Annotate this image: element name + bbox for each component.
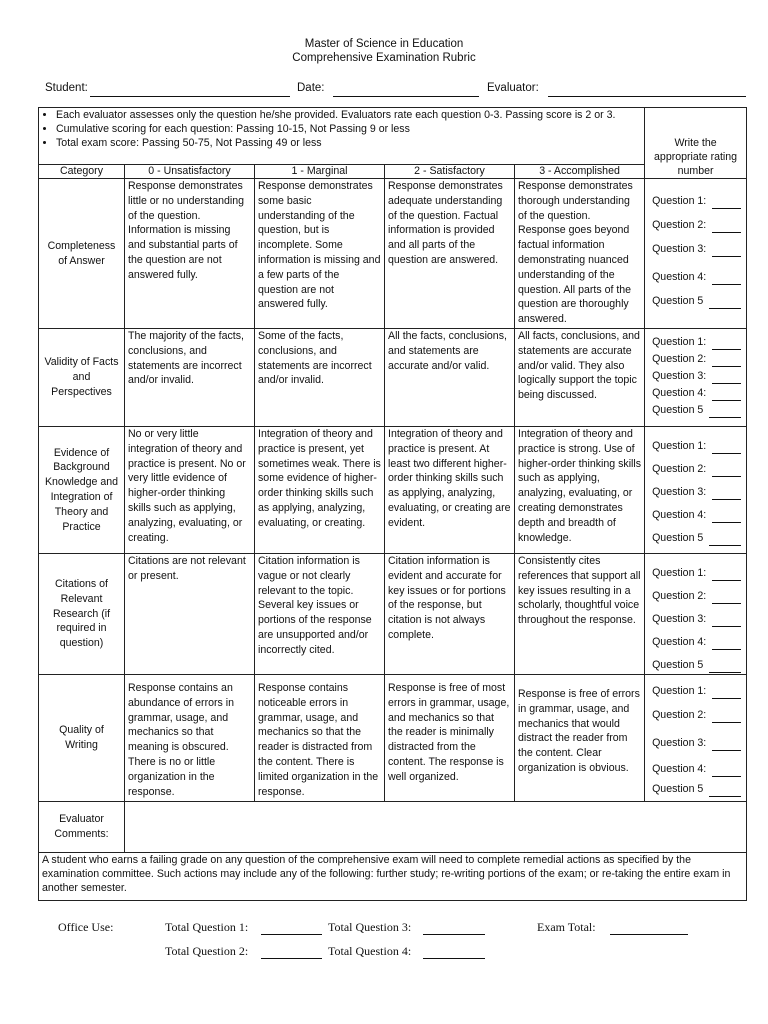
rating-cell xyxy=(645,554,747,675)
criteria-cell: The majority of the facts, conclusions, and statements are incorrect and/or invalid. xyxy=(125,329,255,427)
category-label: Evidence of Background Knowledge and Integration of Theory and Practice xyxy=(39,427,125,554)
rating-entry[interactable]: Question 5 xyxy=(652,523,743,546)
rating-entry[interactable]: Question 1: xyxy=(652,431,743,454)
rubric-table xyxy=(38,107,747,901)
student-label: Student: xyxy=(45,82,88,94)
criteria-cell: Citation information is vague or not clearly relevant to the topic. Several key issues or portions of the response are unsupported and/or incorrectly cited. xyxy=(255,554,385,675)
instruction-item: • Cumulative scoring for each question: Passing 10-15, Not Passing 9 or less xyxy=(56,122,641,136)
rating-entry[interactable]: Question 3: xyxy=(652,604,743,627)
total-question-3-label: Total Question 3: xyxy=(328,920,412,934)
criteria-cell: Response is free of most errors in grammar, usage, and mechanics so that the reader is minimally distracted from the content. The response is well organized. xyxy=(385,675,515,802)
rating-entry[interactable]: Question 5 xyxy=(652,401,743,418)
rating-entry[interactable]: Question 1: xyxy=(652,185,743,209)
comments-row xyxy=(39,802,747,853)
criteria-cell: Citations are not relevant or present. xyxy=(125,554,255,675)
criteria-cell: Response demonstrates adequate understanding of the question. Factual information is provided and all parts of the question are answered. xyxy=(385,179,515,329)
rating-entry[interactable]: Question 3: xyxy=(652,477,743,500)
criteria-cell: Integration of theory and practice is strong. Use of higher-order thinking skills such as applying, analyzing, evaluating, or creating demonstrates depth and breadth of knowledge. xyxy=(515,427,645,554)
rating-entry[interactable]: Question 2: xyxy=(652,699,743,723)
instructions-box xyxy=(39,108,645,165)
total-question-2-label: Total Question 2: xyxy=(165,944,249,958)
exam-total-field[interactable] xyxy=(610,934,688,935)
total-question-1-label: Total Question 1: xyxy=(165,920,249,934)
rating-entry[interactable]: Question 2: xyxy=(652,581,743,604)
criteria-cell: Some of the facts, conclusions, and statements are incorrect and/or invalid. xyxy=(255,329,385,427)
rating-cell xyxy=(645,427,747,554)
criteria-cell: All facts, conclusions, and statements are accurate and/or valid. They also logically support the topic being discussed. xyxy=(515,329,645,427)
document-subtitle: Comprehensive Examination Rubric xyxy=(292,52,476,64)
rating-entry[interactable]: Question 3: xyxy=(652,367,743,384)
criteria-cell: Consistently cites references that support all key issues resulting in a scholarly, thoughtful voice throughout the response. xyxy=(515,554,645,675)
criteria-cell: Response contains noticeable errors in grammar, usage, and mechanics so that the reader is distracted from the content. There is limited organization in the response. xyxy=(255,675,385,802)
criteria-cell: No or very little integration of theory and practice is present. No or very little evidence of higher-order thinking skills such as applying, analyzing, evaluating, or creating. xyxy=(125,427,255,554)
rubric-row-citations xyxy=(39,554,747,675)
date-label: Date: xyxy=(297,82,325,94)
rating-entry[interactable]: Question 3: xyxy=(652,233,743,257)
rating-cell xyxy=(645,675,747,802)
total-question-2-field[interactable] xyxy=(261,958,322,959)
rating-entry[interactable]: Question 4: xyxy=(652,257,743,285)
category-label: Quality of Writing xyxy=(39,675,125,802)
rubric-row-validity xyxy=(39,329,747,427)
total-question-4-label: Total Question 4: xyxy=(328,944,412,958)
column-header-marginal: 1 - Marginal xyxy=(255,165,385,179)
column-header-category: Category xyxy=(39,165,125,179)
comments-field[interactable] xyxy=(125,802,747,853)
total-question-3-field[interactable] xyxy=(423,934,485,935)
student-field[interactable] xyxy=(90,96,290,97)
criteria-cell: Response contains an abundance of errors in grammar, usage, and mechanics so that meaning is obscured. There is no or little organization in the response. xyxy=(125,675,255,802)
instruction-item: • Each evaluator assesses only the question he/she provided. Evaluators rate each question 0-3. Passing score is 2 or 3. xyxy=(56,108,641,122)
total-question-4-field[interactable] xyxy=(423,958,485,959)
comments-label: Evaluator Comments: xyxy=(39,802,125,853)
rating-entry[interactable]: Question 5 xyxy=(652,285,743,309)
criteria-cell: Response demonstrates some basic understanding of the question, but is incomplete. Some information is missing and a few parts of the question are not answered fully. xyxy=(255,179,385,329)
category-label: Citations of Relevant Research (if required in question) xyxy=(39,554,125,675)
rating-entry[interactable]: Question 1: xyxy=(652,677,743,699)
rating-entry[interactable]: Question 4: xyxy=(652,627,743,650)
rating-entry[interactable]: Question 1: xyxy=(652,333,743,350)
exam-total-label: Exam Total: xyxy=(537,920,596,934)
column-header-satisfactory: 2 - Satisfactory xyxy=(385,165,515,179)
column-header-unsatisfactory: 0 - Unsatisfactory xyxy=(125,165,255,179)
rating-entry[interactable]: Question 5 xyxy=(652,777,743,797)
rubric-row-writing xyxy=(39,675,747,802)
date-field[interactable] xyxy=(333,96,479,97)
rating-entry[interactable]: Question 3: xyxy=(652,723,743,751)
rating-entry[interactable]: Question 4: xyxy=(652,500,743,523)
category-label: Completeness of Answer xyxy=(39,179,125,329)
rating-entry[interactable]: Question 1: xyxy=(652,558,743,581)
rubric-row-evidence xyxy=(39,427,747,554)
evaluator-label: Evaluator: xyxy=(487,82,539,94)
rating-entry[interactable]: Question 2: xyxy=(652,350,743,367)
criteria-cell: Citation information is evident and accurate for key issues or for portions of the response, but citation is not always complete. xyxy=(385,554,515,675)
rating-entry[interactable]: Question 2: xyxy=(652,454,743,477)
rating-cell xyxy=(645,329,747,427)
office-use-label: Office Use: xyxy=(58,920,114,934)
column-header-accomplished: 3 - Accomplished xyxy=(515,165,645,179)
category-label: Validity of Facts and Perspectives xyxy=(39,329,125,427)
criteria-cell: All the facts, conclusions, and statements are accurate and/or valid. xyxy=(385,329,515,427)
criteria-cell: Integration of theory and practice is present. At least two different higher-order thinking skills such as applying, analyzing, evaluating, or creating are evident. xyxy=(385,427,515,554)
rating-entry[interactable]: Question 2: xyxy=(652,209,743,233)
remedial-note: A student who earns a failing grade on any question of the comprehensive exam will need to complete remedial actions as specified by the examination committee. Such actions may include any of the following: further study; re-writing portions of the exam; or re-taking the entire exam in another semester. xyxy=(39,853,747,901)
rating-entry[interactable]: Question 5 xyxy=(652,650,743,673)
criteria-cell: Response is free of errors in grammar, usage, and mechanics that would distract the reader from the content. Clear organization is obvious. xyxy=(515,675,645,802)
criteria-cell: Response demonstrates thorough understanding of the question. Response goes beyond factual information demonstrating nuanced understanding of the question. All parts of the question are thoroughly answered. xyxy=(515,179,645,329)
evaluator-field[interactable] xyxy=(548,96,746,97)
instruction-item: • Total exam score: Passing 50-75, Not Passing 49 or less xyxy=(56,136,641,150)
criteria-cell: Integration of theory and practice is present, yet sometimes weak. There is some evidence of higher-order thinking skills such as applying, analyzing, evaluating, or creating. xyxy=(255,427,385,554)
rating-entry[interactable]: Question 4: xyxy=(652,384,743,401)
rubric-row-completeness xyxy=(39,179,747,329)
rating-cell xyxy=(645,179,747,329)
criteria-cell: Response demonstrates little or no understanding of the question. Information is missing and substantial parts of the question are not answered fully. xyxy=(125,179,255,329)
document-title: Master of Science in Education xyxy=(304,38,464,50)
rating-entry[interactable]: Question 4: xyxy=(652,751,743,777)
rating-column-header: Write the appropriate rating number xyxy=(645,108,747,179)
total-question-1-field[interactable] xyxy=(261,934,322,935)
